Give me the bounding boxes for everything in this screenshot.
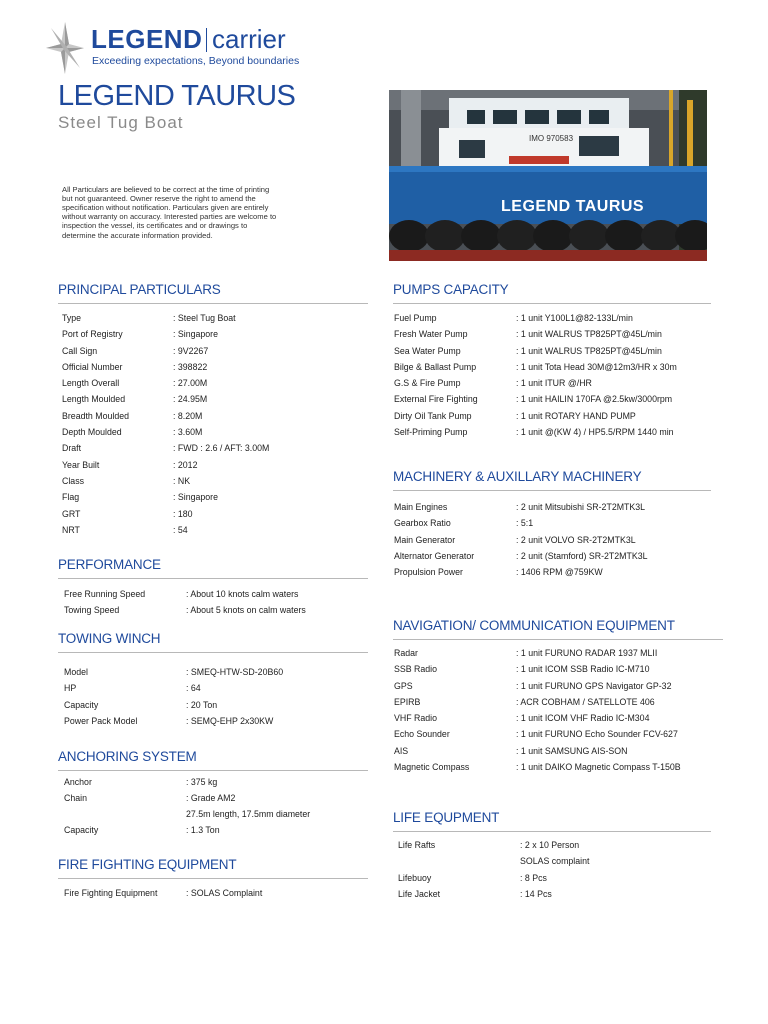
photo-hull-text: LEGEND TAURUS (501, 198, 645, 215)
row-label: Bilge & Ballast Pump (394, 361, 477, 372)
row-value: : About 5 knots on calm waters (186, 605, 306, 615)
row-value: : 1 unit ROTARY HAND PUMP (516, 410, 636, 421)
section-heading-performance: PERFORMANCE (58, 557, 161, 572)
row-label: Self-Priming Pump (394, 427, 468, 438)
table-row (62, 460, 362, 476)
row-label: Propulsion Power (394, 567, 463, 578)
row-value: : 1 unit WALRUS TP825PT@45L/min (516, 345, 662, 356)
row-value: : 1 unit Tota Head 30M@12m3/HR x 30m (516, 361, 677, 372)
row-label: VHF Radio (394, 713, 438, 724)
table-row (394, 427, 714, 443)
row-value: : 1 unit DAIKO Magnetic Compass T-150B (516, 762, 681, 773)
life-table (398, 840, 718, 905)
row-label: Length Moulded (62, 394, 126, 405)
row-value: : 1 unit WALRUS TP825PT@45L/min (516, 329, 662, 340)
row-value: : SEMQ-EHP 2x30KW (186, 715, 274, 726)
row-label: Breadth Moulded (62, 410, 129, 421)
row-label: Towing Speed (64, 605, 120, 615)
table-row (62, 509, 362, 525)
row-label: Sea Water Pump (394, 345, 461, 356)
table-row (62, 443, 362, 459)
row-value: : 8.20M (173, 410, 203, 421)
row-label: Power Pack Model (64, 715, 138, 726)
table-row (64, 700, 364, 716)
row-label: External Fire Fighting (394, 394, 478, 405)
section-heading-machinery: MACHINERY & AUXILLARY MACHINERY (393, 469, 642, 484)
table-row (64, 777, 364, 793)
section-rule (58, 652, 368, 653)
vessel-name: LEGEND TAURUS (58, 80, 296, 112)
row-value: : 2 unit (Stamford) SR-2T2MTK3L (516, 550, 648, 561)
row-label: Call Sign (62, 345, 98, 356)
row-value: : 1 unit SAMSUNG AIS-SON (516, 745, 628, 756)
row-value: : 14 Pcs (520, 888, 552, 899)
row-value: : 2 unit Mitsubishi SR-2T2MTK3L (516, 502, 646, 512)
row-value: : SOLAS Complaint (186, 888, 263, 898)
table-row (394, 535, 714, 551)
table-row (64, 809, 364, 825)
section-rule (393, 303, 711, 304)
row-label: Dirty Oil Tank Pump (394, 410, 472, 421)
row-value: : 1 unit Y100L1@82-133L/min (516, 313, 633, 323)
row-value: : 9V2267 (173, 345, 209, 356)
section-heading-towing: TOWING WINCH (58, 631, 161, 646)
row-value: : 8 Pcs (520, 872, 547, 883)
row-label: Lifebuoy (398, 872, 432, 883)
table-row (394, 378, 714, 394)
table-row (62, 476, 362, 492)
row-value: : 1406 RPM @759KW (516, 567, 603, 578)
brand-product: carrier (212, 24, 286, 54)
section-rule (393, 639, 723, 640)
row-value: : 1 unit HAILIN 170FA @2.5kw/3000rpm (516, 394, 673, 405)
table-row (394, 746, 714, 762)
table-row (394, 346, 714, 362)
table-row (394, 502, 714, 518)
row-value: : NK (173, 475, 191, 486)
row-value: : 64 (186, 683, 201, 694)
row-value: : Singapore (173, 492, 218, 503)
row-label: HP (64, 683, 77, 694)
section-heading-firefighting: FIRE FIGHTING EQUIPMENT (58, 857, 237, 872)
row-label: Year Built (62, 459, 100, 470)
row-label: Chain (64, 793, 87, 803)
row-value: : Grade AM2 (186, 793, 236, 803)
table-row (64, 888, 364, 904)
row-label: GPS (394, 680, 413, 691)
tug-boat-illustration (389, 90, 707, 261)
table-row (394, 518, 714, 534)
row-label: AIS (394, 745, 409, 756)
principal-table (62, 313, 362, 541)
photo-imo-text: IMO 970583 (529, 134, 574, 143)
row-value: : 1 unit ICOM VHF Radio IC-M304 (516, 713, 650, 724)
row-label: SSB Radio (394, 664, 438, 675)
row-value: : 375 kg (186, 777, 218, 787)
row-value: : 24.95M (173, 394, 208, 405)
table-row (394, 362, 714, 378)
brand-logo (44, 18, 324, 78)
table-row (398, 856, 718, 872)
row-value: : 1 unit FURUNO GPS Navigator GP-32 (516, 680, 672, 691)
row-value: : 20 Ton (186, 699, 218, 710)
anchoring-table (64, 777, 364, 841)
table-row (62, 362, 362, 378)
section-heading-life: LIFE EQUPMENT (393, 810, 500, 825)
row-label: G.S & Fire Pump (394, 378, 461, 389)
table-row (394, 411, 714, 427)
row-value: : 2 unit VOLVO SR-2T2MTK3L (516, 534, 636, 545)
row-label: Capacity (64, 825, 99, 835)
row-value: : About 10 knots calm waters (186, 589, 299, 599)
row-value: 27.5m length, 17.5mm diameter (186, 809, 311, 819)
table-row (62, 378, 362, 394)
row-value: : 1 unit ICOM SSB Radio IC-M710 (516, 664, 650, 675)
vessel-photo (389, 90, 707, 261)
section-rule (58, 578, 368, 579)
section-rule (393, 490, 711, 491)
row-value: : 3.60M (173, 427, 203, 438)
brand-divider (206, 28, 207, 52)
row-label: Alternator Generator (394, 550, 475, 561)
table-row (398, 873, 718, 889)
section-rule (58, 770, 368, 771)
row-label: NRT (62, 524, 80, 535)
row-label: Type (62, 313, 82, 323)
brand-tagline: Exceeding expectations, Beyond boundaries (92, 55, 300, 67)
section-rule (393, 831, 711, 832)
firefighting-table (64, 888, 364, 904)
row-label: Capacity (64, 699, 99, 710)
row-label: Main Engines (394, 502, 448, 512)
navigation-table (394, 648, 714, 778)
section-heading-pumps: PUMPS CAPACITY (393, 282, 509, 297)
row-label: Flag (62, 492, 80, 503)
towing-table (64, 667, 364, 732)
row-label: Class (62, 475, 84, 486)
table-row (64, 683, 364, 699)
row-value: : 2 x 10 Person (520, 840, 580, 850)
row-value: : ACR COBHAM / SATELLOTE 406 (516, 696, 655, 707)
row-label: Official Number (62, 361, 123, 372)
row-value: : 398822 (173, 361, 208, 372)
row-label: EPIRB (394, 696, 421, 707)
table-row (64, 716, 364, 732)
table-row (394, 648, 714, 664)
table-row (64, 825, 364, 841)
table-row (394, 329, 714, 345)
row-value: : 2012 (173, 459, 198, 470)
table-row (398, 889, 718, 905)
section-heading-principal: PRINCIPAL PARTICULARS (58, 282, 221, 297)
row-label: Fresh Water Pump (394, 329, 468, 340)
row-value: : 1 unit @(KW 4) / HP5.5/RPM 1440 min (516, 427, 674, 438)
row-value: : 27.00M (173, 378, 208, 389)
table-row (64, 605, 364, 621)
row-value: : 1 unit FURUNO RADAR 1937 MLII (516, 648, 658, 658)
row-label: Life Jacket (398, 888, 441, 899)
section-rule (58, 303, 368, 304)
row-label: Draft (62, 443, 82, 454)
row-value: : SMEQ-HTW-SD-20B60 (186, 667, 284, 677)
row-label: GRT (62, 508, 81, 519)
brand-name: LEGEND (91, 24, 203, 54)
table-row (62, 427, 362, 443)
row-value: : Steel Tug Boat (173, 313, 236, 323)
table-row (64, 667, 364, 683)
machinery-table (394, 502, 714, 584)
section-heading-anchoring: ANCHORING SYSTEM (58, 749, 197, 764)
row-label: Port of Registry (62, 329, 123, 340)
table-row (394, 313, 714, 329)
table-row (62, 313, 362, 329)
table-row (394, 697, 714, 713)
row-label: Free Running Speed (64, 589, 146, 599)
row-value: : FWD : 2.6 / AFT: 3.00M (173, 443, 270, 454)
row-value: : 54 (173, 524, 188, 535)
row-label: Echo Sounder (394, 729, 450, 740)
table-row (62, 394, 362, 410)
performance-table (64, 589, 364, 621)
row-label: Main Generator (394, 534, 456, 545)
section-rule (58, 878, 368, 879)
row-value: : 180 (173, 508, 193, 519)
row-label: Anchor (64, 777, 92, 787)
vessel-type: Steel Tug Boat (58, 113, 184, 132)
row-label: Radar (394, 648, 418, 658)
table-row (62, 492, 362, 508)
row-label: Fire Fighting Equipment (64, 888, 158, 898)
table-row (394, 664, 714, 680)
row-label: Model (64, 667, 88, 677)
table-row (394, 551, 714, 567)
disclaimer-text: All Particulars are believed to be correct at the time of printing but not guaranteed. Owner reserve the right to amend the specification without notification. Particulars given are entirely without warranty on accuracy. Interested parties are welcome to inspection the vessel, its certificates and or drawings to determine the accurate information provided. (62, 185, 277, 240)
section-heading-navigation: NAVIGATION/ COMMUNICATION EQUIPMENT (393, 618, 675, 633)
row-label: Fuel Pump (394, 313, 437, 323)
row-value: SOLAS complaint (520, 856, 590, 867)
table-row (64, 793, 364, 809)
table-row (394, 681, 714, 697)
row-label: Length Overall (62, 378, 120, 389)
table-row (394, 762, 714, 778)
row-label: Magnetic Compass (394, 762, 470, 773)
table-row (398, 840, 718, 856)
table-row (62, 329, 362, 345)
row-value: : 1 unit FURUNO Echo Sounder FCV-627 (516, 729, 678, 740)
row-value: : 5:1 (516, 518, 534, 529)
row-label: Gearbox Ratio (394, 518, 451, 529)
table-row (394, 394, 714, 410)
compass-star-icon (44, 20, 86, 76)
row-value: : 1.3 Ton (186, 825, 220, 835)
pumps-table (394, 313, 714, 443)
row-value: : Singapore (173, 329, 218, 340)
table-row (394, 713, 714, 729)
table-row (64, 589, 364, 605)
table-row (62, 411, 362, 427)
row-value: : 1 unit ITUR @/HR (516, 378, 592, 389)
table-row (62, 525, 362, 541)
table-row (62, 346, 362, 362)
table-row (394, 567, 714, 583)
row-label: Life Rafts (398, 840, 436, 850)
table-row (394, 729, 714, 745)
row-label: Depth Moulded (62, 427, 122, 438)
